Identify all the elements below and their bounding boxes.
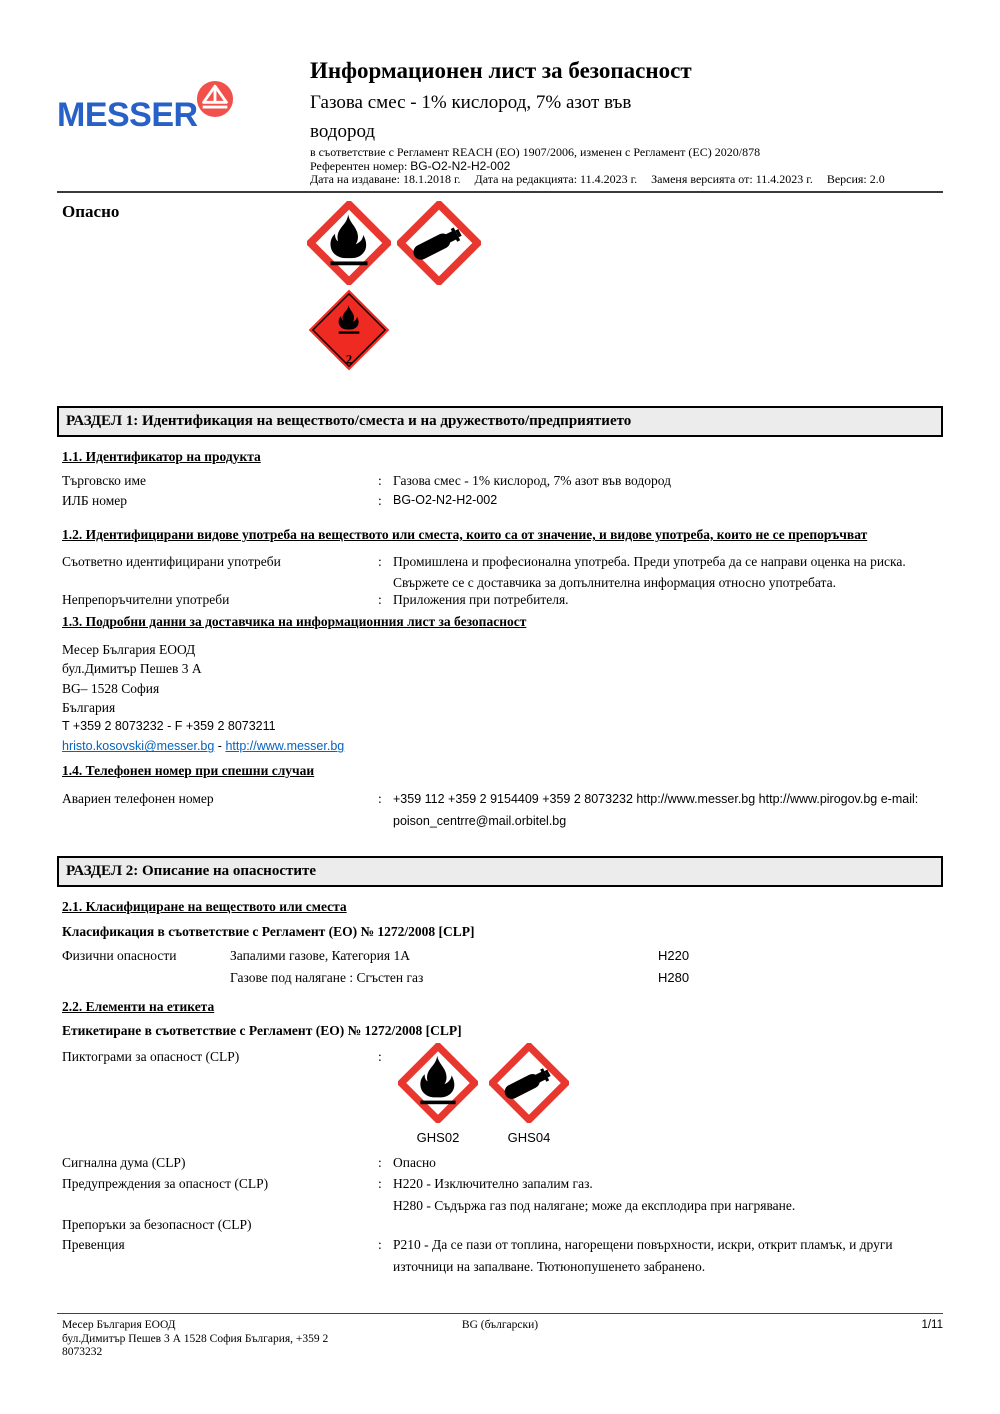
messer-logo-text: MESSER [57,96,198,134]
field-label: Съответно идентифицирани употреби [62,554,281,569]
product-subtitle-line1: Газова смес - 1% кислород, 7% азот във [310,92,632,113]
clp-labeling-heading: Етикетиране в съответствие с Регламент (ЕО) № 1272/2008 [CLP] [62,1023,462,1038]
field-label: ИЛБ номер [62,493,128,508]
header-divider [57,191,943,193]
field-label: Превенция [62,1237,125,1252]
footer-company-address: Месер България ЕООД бул.Димитър Пешев 3 А 1528 София България, +359 2 8073232 [62,1319,329,1358]
messer-logo-icon [196,80,234,118]
hazard-code: H280 [658,970,690,985]
compliance-note: в съответствие с Регламент REACH (ЕО) 1907/2006, изменен с Регламент (ЕС) 2020/878 [310,145,761,159]
supplier-city: BG– 1528 София [62,680,160,696]
field-label: Сигнална дума (CLP) [62,1155,186,1170]
section1-header: РАЗДЕЛ 1: Идентификация на веществото/сместа и на дружеството/предприятието [57,406,943,437]
field-value: Приложения при потребителя. [393,592,569,607]
reference-number-value: BG-O2-N2-H2-002 [410,158,511,173]
heading-1-3: 1.3. Подробни данни за доставчика на информационния лист за безопасност [62,614,527,629]
hazard-class: Газове под налягане : Сгъстен газ [230,970,424,985]
revision-date: Дата на редакцията: 11.4.2023 г. [474,172,638,186]
ghs02-flame-icon [307,201,391,285]
field-label: Търговско име [62,473,146,488]
pictogram-code-ghs02: GHS02 [416,1130,460,1145]
heading-1-1: 1.1. Идентификатор на продукта [62,449,261,464]
supersedes-date: Заменя версията от: 11.4.2023 г. [651,172,813,186]
pictogram-code-ghs04: GHS04 [507,1130,551,1145]
version: Версия: 2.0 [826,172,885,186]
issue-date: Дата на издаване: 18.1.2018 г. [310,172,461,186]
supplier-address-block [62,640,344,757]
supplier-street: бул.Димитър Пешев 3 А [62,661,202,677]
supplier-email-link[interactable]: hristo.kosovski@messer.bg [62,739,215,754]
field-label: Авариен телефонен номер [62,791,214,806]
ghs04-gas-cylinder-icon [397,201,481,285]
page-title: Информационен лист за безопасност [310,58,692,83]
hazard-category: Физични опасности [62,948,177,963]
field-value: Опасно [393,1155,436,1170]
sds-page: MESSER Информационен лист за безопасност Газова смес - 1% кислород, 7% азот във водород в съответствие с Регламент REACH (ЕО) 1907/2006, изменен с Регламент (ЕС) 2020/878 Референтен номер: BG-O2-N2-H2-002 Дата на издаване: 18.1.2018 г. Дата на редакцията: 11.4.2023 г. Заменя версията от: 11.4.2023 г. Версия: 2.0 Опасно 2 РАЗДЕЛ 1: Идентификация на веществото/сместа и на дружеството/предприятието 1.1. Идентификатор на продукта Търговско име : Газова смес - 1% кислород, 7% азот във водород ИЛБ номер : BG-O2-N2-H2-002 1.2. Идентифицирани видове употреба на веществото или сместа, които са от значение, и видове употреба, които не се препоръчват Съответно идентифицирани употреби : Промишлена и професионална употреба. Преди употреба да се направи оценка на риска. Свържете се с доставчика за допълнителна информация относно употребата. Непрепоръчителни употреби : Приложения при потребителя. 1.3. Подробни данни за доставчика на информационния лист за безопасност Месер България ЕООД бул.Димитър Пешев 3 А BG– 1528 София България T +359 2 8073232 - F +359 2 8073211 hristo.kosovski@messer.bg - http://www.messer.bg 1.4. Телефонен номер при спешни случаи Авариен телефонен номер : +359 112 +359 2 9154409 +359 2 8073232 http://www.messer.bg http://www.pirogov.bg e-mail: poison_centrre@mail.orbitel.bg РАЗДЕЛ 2: Описание на опасностите 2.1. Класифициране на веществото или сместа Класификация в съответствие с Регламент (ЕО) № 1272/2008 [CLP] Физични опасности Запалими газове, Категория 1А H220 Газове под налягане : Сгъстен газ H280 2.2. Елементи на етикета Етикетиране в съответствие с Регламент (ЕО) № 1272/2008 [CLP] Пиктограми за опасност (CLP) : GHS02 GHS04 Сигнална дума (CLP) : Опасно Предупреждения за опасност (CLP) : H220 - Изключително запалим газ. H280 - Съдържа газ под налягане; може да експлодира при нагряване. Препоръки за безопасност (CLP) Превенция : P210 - Да се пази от топлина, нагорещени повърхности, искри, открит пламък, и други източници на запалване. Тютюнопушенето забранено. Месер България ЕООД бул.Димитър Пешев 3 А 1528 София България, +359 2 8073232 BG (български) 1/11 [0,0,1000,1414]
signal-word-banner: Опасно [62,202,120,221]
heading-2-1: 2.1. Класифициране на веществото или сместа [62,899,347,914]
footer-page-number: 1/11 [921,1319,943,1331]
adr-class-number: 2 [345,352,353,367]
heading-1-4: 1.4. Телефонен номер при спешни случаи [62,763,315,778]
product-subtitle-line2: водород [310,121,376,142]
supplier-company: Месер България ЕООД [62,642,196,657]
ghs02-flame-icon [398,1043,478,1123]
field-label: Непрепоръчителни употреби [62,592,230,607]
field-value: Промишлена и професионална употреба. Преди употреба да се направи оценка на риска. Свържете се с доставчика за допълнителна информация относно употребата. [393,554,906,590]
hazard-class: Запалими газове, Категория 1А [230,948,410,963]
field-label: Пиктограми за опасност (CLP) [62,1049,240,1064]
supplier-links: hristo.kosovski@messer.bg - http://www.messer.bg [62,739,345,754]
adr-flammable-gas-label-icon [307,288,391,372]
section2-header: РАЗДЕЛ 2: Описание на опасностите [57,856,943,887]
heading-1-2: 1.2. Идентифицирани видове употреба на веществото или сместа, които са от значение, и видове употреба, които не се препоръчват [62,527,868,542]
footer-language: BG (български) [461,1319,539,1331]
supplier-country: България [62,699,116,715]
heading-2-2: 2.2. Елементи на етикета [62,999,215,1014]
ghs04-gas-cylinder-icon [489,1043,569,1123]
field-label: Препоръки за безопасност (CLP) [62,1217,252,1232]
field-value: BG-O2-N2-H2-002 [393,493,498,507]
field-value: +359 112 +359 2 9154409 +359 2 8073232 http://www.messer.bg http://www.pirogov.bg e-mail: poison_centrre@mail.orbitel.bg [393,792,919,828]
supplier-phone-fax: T +359 2 8073232 - F +359 2 8073211 [62,719,276,734]
hazard-code: H220 [658,948,690,963]
footer-divider [57,1313,943,1314]
supplier-website-link[interactable]: http://www.messer.bg [225,739,345,754]
document-meta [310,146,899,187]
field-value: Газова смес - 1% кислород, 7% азот във водород [393,473,671,488]
clp-classification-heading: Класификация в съответствие с Регламент (ЕО) № 1272/2008 [CLP] [62,924,475,939]
field-label: Предупреждения за опасност (CLP) [62,1176,269,1191]
reference-number: Референтен номер: BG-O2-N2-H2-002 [310,158,511,173]
field-value: P210 - Да се пази от топлина, нагорещени повърхности, искри, открит пламък, и други източници на запалване. Тютюнопушенето забранено. [393,1237,893,1274]
date-line [310,173,899,187]
field-value: H220 - Изключително запалим газ. H280 - Съдържа газ под налягане; може да експлодира при нагряване. [393,1176,796,1213]
